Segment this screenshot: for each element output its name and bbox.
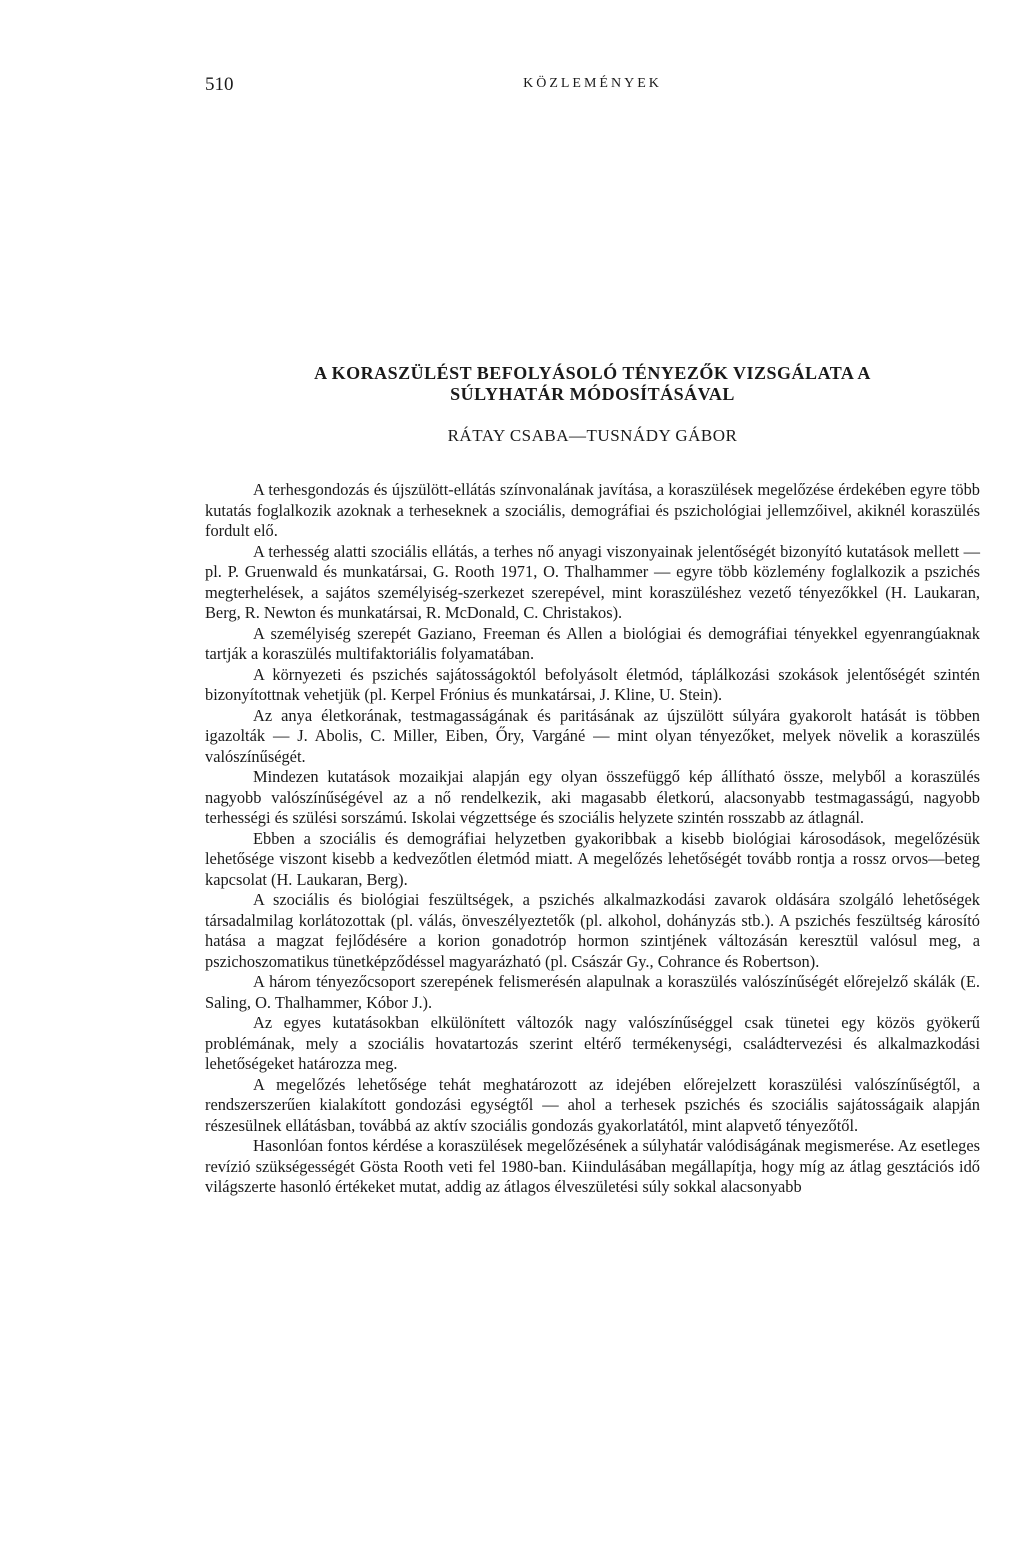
article-body	[205, 480, 980, 1198]
paragraph: Az anya életkorának, testmagasságának és paritásának az újszülött súlyára gyakorolt hatását is többen igazolták — J. Abolis, C. Miller, Eiben, Őry, Vargáné — mint olyan tényezőket, melyek növelik a koraszülés valószínűségét.	[205, 705, 980, 766]
paragraph: A személyiség szerepét Gaziano, Freeman és Allen a biológiai és demográfiai tényekkel egyenrangúaknak tartják a koraszülés multifaktoriális folyamatában.	[205, 623, 980, 663]
paragraph: A szociális és biológiai feszültségek, a pszichés alkalmazkodási zavarok oldására szolgáló lehetőségek társadalmilag korlátozottak (pl. válás, önveszélyeztetők (pl. alkohol, dohányzás stb.). A pszichés feszültség károsító hatása a magzat fejlődésére a korion gonadotróp hormon szintjének változásán keresztül valósul meg, a pszichoszomatikus tünetképződéssel magyarázható (pl. Császár Gy., Cohrance és Robertson).	[205, 890, 980, 971]
paragraph: Az egyes kutatásokban elkülönített változók nagy valószínűséggel csak tünetei egy közös gyökerű problémának, mely a szociális hovatartozás szerint eltérő termékenységi, családtervezési és alkalmazkodási lehetőségeket határozza meg.	[205, 1013, 980, 1073]
section-title: KÖZLEMÉNYEK	[523, 76, 662, 91]
paragraph: Mindezen kutatások mozaikjai alapján egy olyan összefüggő kép állítható össze, melyből a koraszülés nagyobb valószínűségével az a nő rendelkezik, aki magasabb életkorú, alacsonyabb testmagasságú, nagyobb terhességi és szülési sorszámú. Iskolai végzettsége és szociális helyzete szintén rosszabb az átlagnál.	[205, 767, 980, 827]
article-title-line-1: A KORASZÜLÉST BEFOLYÁSOLÓ TÉNYEZŐK VIZSGÁLATA A	[314, 363, 871, 383]
page	[205, 0, 980, 1550]
paragraph: A megelőzés lehetősége tehát meghatározott az idejében előrejelzett koraszülési valószínűségtől, a rendszerszerűen kialakított gondozási egységtől — ahol a terhesek pszichés és szociális sajátosságaik alapján részesülnek ellátásban, továbbá az aktív szociális gondozás gyakorlatától, mint alapvető tényezőtől.	[205, 1074, 980, 1135]
article-title	[215, 363, 970, 405]
running-head	[205, 74, 980, 98]
paragraph: Hasonlóan fontos kérdése a koraszülések megelőzésének a súlyhatár valódiságának megismerése. Az esetleges revízió szükségességét Gösta Rooth veti fel 1980-ban. Kiindulásában megállapítja, hogy míg az átlag gesztációs idő világszerte hasonló értékeket mutat, addig az átlagos élveszületési súly sokkal alacsonyabb	[205, 1136, 980, 1196]
page-number: 510	[205, 74, 234, 95]
paragraph: A terhesség alatti szociális ellátás, a terhes nő anyagi viszonyainak jelentőségét bizonyító kutatások mellett — pl. P. Gruenwald és munkatársai, G. Rooth 1971, O. Thalhammer — egyre több közlemény foglalkozik a pszichés megterhelések, a sajátos személyiség-szerkezet szerepével, mint koraszüléshez vezető tényezőkkel (H. Laukaran, Berg, R. Newton és munkatársai, R. McDonald, C. Christakos).	[205, 541, 980, 622]
article-authors: RÁTAY CSABA—TUSNÁDY GÁBOR	[447, 426, 738, 445]
paragraph: A három tényezőcsoport szerepének felismerésén alapulnak a koraszülés valószínűségét előrejelző skálák (E. Saling, O. Thalhammer, Kóbor J.).	[205, 972, 980, 1012]
paragraph: A környezeti és pszichés sajátosságoktól befolyásolt életmód, táplálkozási szokások jelentőségét szintén bizonyítottnak vehetjük (pl. Kerpel Frónius és munkatársai, J. Kline, U. Stein).	[205, 664, 980, 704]
article-title-line-2: SÚLYHATÁR MÓDOSÍTÁSÁVAL	[450, 384, 735, 404]
paragraph: Ebben a szociális és demográfiai helyzetben gyakoribbak a kisebb biológiai károsodások, megelőzésük lehetősége viszont kisebb a kedvezőtlen életmód miatt. A megelőzés lehetőségét tovább rontja a rossz orvos—beteg kapcsolat (H. Laukaran, Berg).	[205, 828, 980, 889]
paragraph: A terhesgondozás és újszülött-ellátás színvonalának javítása, a koraszülések megelőzése érdekében egyre több kutatás foglalkozik azoknak a terheseknek a szociális, demográfiai és pszichológiai jellemzőivel, akiknél koraszülés fordult elő.	[205, 480, 980, 540]
